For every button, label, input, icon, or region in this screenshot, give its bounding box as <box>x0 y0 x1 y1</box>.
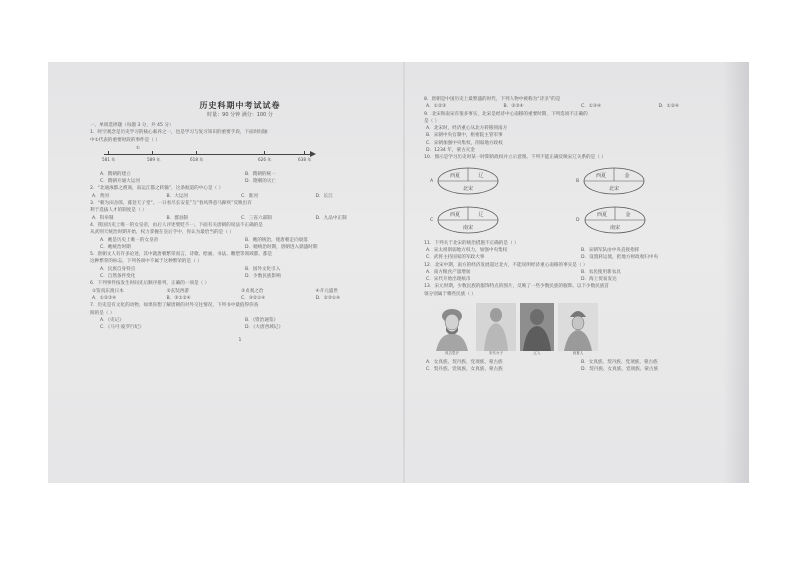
answer-option: B．国外文化引入 <box>245 266 281 272</box>
answer-option: A．①②③ <box>426 104 447 110</box>
question-text: 11．下列关于北宋的统治措施不正确的是（ ） <box>424 240 519 246</box>
map-option-a <box>430 165 576 198</box>
answer-option: D．隋朝的灭亡 <box>245 179 277 185</box>
question-item: ③贞观之治 <box>241 288 264 294</box>
question-text: 8．唐朝是中国历史上最繁盛的时代，下列人物中被称为“诗圣”的是 <box>424 97 561 102</box>
answer-option: C．隋朝开通大运河 <box>100 179 140 185</box>
map-label: 西夏 <box>596 173 607 180</box>
answer-option: A．北宋时，经济重心从北方转移到南方 <box>426 126 508 132</box>
answer-options <box>90 237 390 252</box>
figure-caption: 西夏人 <box>572 351 584 356</box>
map-label: 金 <box>625 212 631 219</box>
timeline-label: 626 年 <box>258 156 272 162</box>
costume-figures <box>432 300 736 356</box>
timeline-tick <box>152 151 153 155</box>
timeline-label: 589 年 <box>147 156 161 162</box>
question-text: 是（ ） <box>424 118 440 124</box>
portrait-image <box>476 303 516 351</box>
question-item: ②玄奘西游 <box>166 288 189 294</box>
map-label: 南宋 <box>463 225 474 232</box>
answer-option: C．③②①④ <box>241 295 266 301</box>
question-item: ④开元盛世 <box>315 288 338 294</box>
exam-meta: 时量：90 分钟 满分：100 分 <box>207 112 273 118</box>
scanned-exam-photo <box>48 62 749 483</box>
answer-option: C．宋代开始出现纸币 <box>426 277 471 283</box>
answer-option: D．①②④ <box>658 104 679 110</box>
regime-map-options <box>424 162 736 240</box>
answer-option: B．宋朝军队由中央直接指挥 <box>581 247 640 253</box>
map-option-letter: D <box>576 217 580 223</box>
answer-option: B．农民使用新农具 <box>581 269 621 275</box>
exam-page-right <box>424 62 736 483</box>
map-option-letter: C <box>430 217 434 223</box>
regime-map <box>583 205 647 235</box>
map-label: 西夏 <box>450 212 461 219</box>
question-text: 5．唐朝文人有许多论述，其中就唐朝繁荣而言，诗歌、绘画、书法、雕塑等领域都，都是 <box>90 252 273 258</box>
timeline-marker: ① <box>136 145 140 151</box>
figure-woman <box>476 303 516 356</box>
figure-genghis <box>432 303 472 356</box>
answer-option: C．宋朝加强中央集权，削弱地方政权 <box>426 140 503 146</box>
question-items <box>90 288 390 295</box>
answer-option: C．①③④ <box>581 104 602 110</box>
answer-option: A．《史记》 <box>100 317 124 323</box>
answer-options <box>90 266 390 281</box>
answer-option: A．女真族、契丹族、党项族、蒙古族 <box>426 360 503 366</box>
map-option-c <box>430 204 576 237</box>
exam-page-left <box>90 62 390 483</box>
answer-options <box>90 317 390 332</box>
answer-option: D．海上贸易发达 <box>581 277 617 283</box>
answer-option: D．她统治时期，唐朝进入鼎盛时期 <box>245 244 318 250</box>
figure-caption: 成吉思汗 <box>444 351 460 356</box>
answer-option: A．科举制 <box>92 215 114 221</box>
answer-options <box>424 247 736 262</box>
answer-option: C．淮河 <box>241 193 258 199</box>
answer-option: B．③①②④ <box>166 295 191 301</box>
question-text: 7．历史是有文化的动物，如果你想了解唐朝的对外交往情况，下列书中最值得你查 <box>90 303 259 309</box>
answer-options <box>424 359 736 374</box>
map-option-letter: B <box>576 178 580 184</box>
timeline-label: 581 年 <box>102 156 116 162</box>
question-text: 中①代表的重要时段的事件是（ ） <box>90 137 160 143</box>
answer-options <box>424 269 736 284</box>
timeline-axis <box>104 154 312 155</box>
answer-option: D．设置转运使，把地方财政收归中央 <box>581 255 659 261</box>
map-option-d <box>576 204 722 237</box>
portrait-image <box>432 303 472 351</box>
map-label: 辽 <box>478 212 484 219</box>
page-number: 1 <box>238 338 242 344</box>
map-option-b <box>576 165 722 198</box>
map-label: 辽 <box>478 173 484 180</box>
answer-option: D．少数民族影响 <box>245 274 281 280</box>
question-text: 领分别属于哪些民族（ ） <box>424 291 476 297</box>
answer-option: B．大运河 <box>166 193 189 199</box>
question-text: 10．图示是学习历史时某一时期的政权并立示意图。下列不能正确反映宋辽关系的是（ ） <box>424 155 606 161</box>
answer-option: C．武将主持国家的军政大事 <box>426 255 485 261</box>
timeline-diagram <box>90 146 390 168</box>
question-text: 13．宋元时期，少数民族的服饰特点的图片，反映了一些少数民族的服饰。以下少数民族首 <box>424 284 610 290</box>
page-fold <box>403 62 405 483</box>
answer-option: D．契丹族、女真族、党项族、蒙古族 <box>581 367 659 373</box>
answer-option: A．她是历史上唯一的女皇帝 <box>100 237 159 243</box>
map-label: 金 <box>624 173 630 180</box>
answer-option: B．隋朝的统一 <box>245 171 276 177</box>
answer-option: C．《马可·波罗行纪》 <box>100 325 144 331</box>
map-label: 西夏 <box>450 173 461 180</box>
figure-liao <box>520 303 554 356</box>
answer-option: A．南方粮食产量增加 <box>426 269 471 275</box>
answer-option: B．宋朝中央官制中，枢密院主管军事 <box>426 133 503 139</box>
timeline-tick <box>304 151 305 155</box>
map-label: 北宋 <box>609 186 620 193</box>
question-text: 3．“朝为田舍郎，暮登天子堂”。一日看尽长安花”与“春风得意马蹄疾”反映出有 <box>90 201 252 207</box>
answer-option: C．她统治时期 <box>100 244 131 250</box>
answer-option: A．宋太祖削弱地方权力，加强中央集权 <box>426 247 508 253</box>
portrait-image <box>520 303 554 351</box>
question-text: 9．北宋和南宋有很多事实，北宋是经济中心南移的重要时期，下列选项不正确的 <box>424 111 588 117</box>
answer-option: A．①②③④ <box>92 295 117 301</box>
answer-option: C．三省六部制 <box>241 215 272 221</box>
question-text: 利于选拔人才的制度是（ ） <box>90 208 147 214</box>
map-option-letter: A <box>430 178 434 184</box>
map-label: 北宋 <box>463 186 474 193</box>
question-text: 1．时空观念是历史学习的核心素养之一，也是学习与复习知识的重要手段，下面时间轴 <box>90 130 268 136</box>
answer-option: A．黄河 <box>92 193 109 199</box>
answer-option: C．自然条件变化 <box>100 274 136 280</box>
question-text: 2．“北通涿郡之渔商，南运江都之转输”，这条航道的中心是（ ） <box>90 186 224 192</box>
question-text: 6．下列事件按发生时间先后顺序排列，正确的一项是（ ） <box>90 281 210 287</box>
answer-options <box>90 215 390 222</box>
timeline-tick <box>196 151 197 155</box>
regime-map <box>436 205 500 235</box>
answer-option: B．她的统治，使唐朝走向衰落 <box>245 237 308 243</box>
answer-options <box>424 125 736 154</box>
answer-option: D．1234 年，蒙古灭金 <box>426 148 475 154</box>
answer-option: B．《资治通鉴》 <box>245 317 279 323</box>
exam-title: 历史科期中考试试卷 <box>199 101 281 110</box>
regime-map <box>436 166 500 196</box>
answer-option: A．隋朝的建立 <box>100 171 131 177</box>
figure-caption: 宋代女子 <box>488 351 504 356</box>
answer-option: D．②③①④ <box>315 295 341 301</box>
answer-options <box>90 193 390 200</box>
answer-option: B．②③④ <box>503 104 524 110</box>
section-heading: 一、单项选择题（每题 3 分，共 45 分） <box>90 123 174 128</box>
answer-option: D．九品中正制 <box>315 215 347 221</box>
figure-caption: 辽人 <box>533 351 541 356</box>
answer-option: B．女真族、契丹族、党项族、蒙古族 <box>581 360 658 366</box>
regime-map <box>582 166 646 196</box>
figure-xixia <box>558 303 598 356</box>
map-label: 西夏 <box>596 212 607 219</box>
timeline-label: 618 年 <box>190 156 204 162</box>
question-text: 4．我国历史上唯一的女皇帝，由后人评述褒贬不一。下面有关唐朝的说法不正确的是 <box>90 222 263 228</box>
question-text: 阅的是（ ） <box>90 310 115 316</box>
answer-options <box>90 295 390 302</box>
answer-options <box>90 171 390 186</box>
timeline-tick <box>108 151 109 155</box>
answer-option: A．民族自身特点 <box>100 266 136 272</box>
question-text: 从武则天统治时期开始，权力掌握在皇后手中，你认为最恰当的是（ ） <box>90 230 234 236</box>
answer-option: D．长江 <box>315 193 333 199</box>
question-text: 12．北宋中期，南方的经济发展超过北方，不能说明经济重心南移的事实是（ ） <box>424 262 588 268</box>
answer-option: D．《大唐西域记》 <box>245 325 283 331</box>
answer-option: C．契丹族、党项族、女真族、蒙古族 <box>426 367 503 373</box>
answer-option: B．郡县制 <box>166 215 189 221</box>
timeline-tick <box>264 151 265 155</box>
map-label: 南宋 <box>609 225 620 232</box>
question-text: 这种繁荣的标志，下列各项中不属于这种繁荣的是（ ） <box>90 259 202 265</box>
question-item: ①鉴真东渡日本 <box>92 288 124 294</box>
answer-options <box>424 103 736 110</box>
timeline-label: 638 年 <box>298 156 312 162</box>
portrait-image <box>558 303 598 351</box>
